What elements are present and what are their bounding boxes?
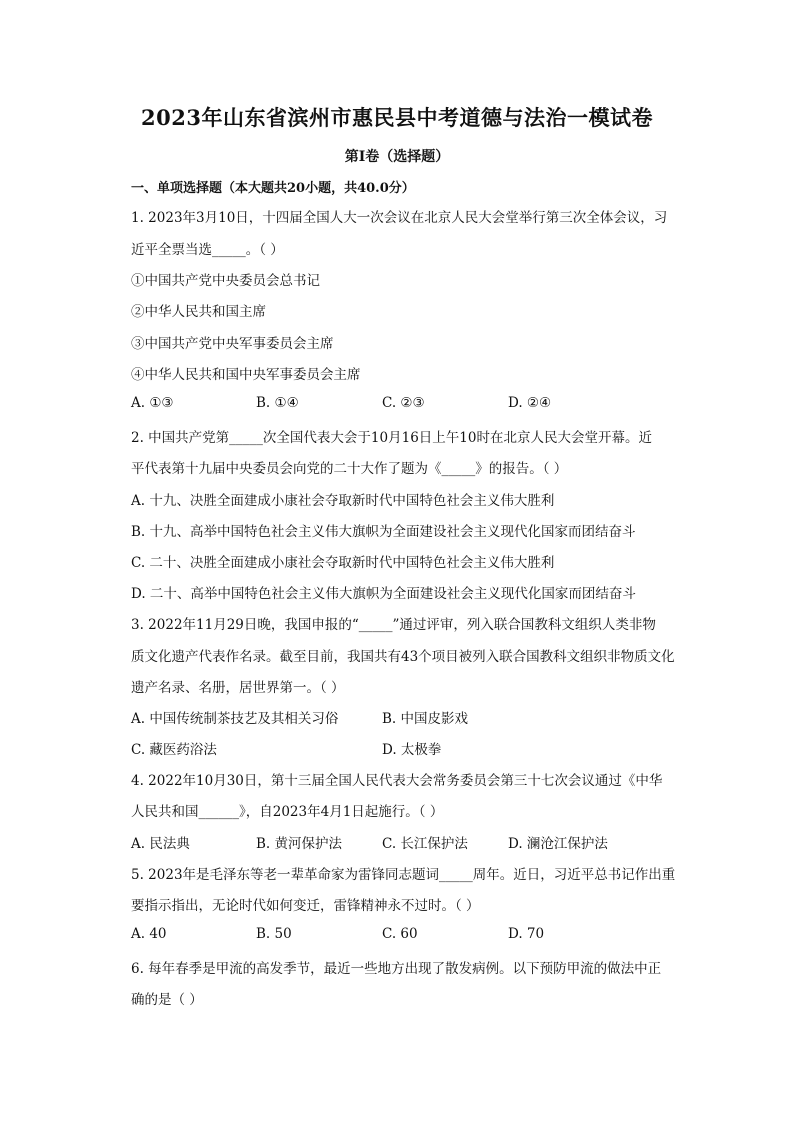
q1-item: ③中国共产党中央军事委员会主席 [131,336,334,352]
exam-title: 2023年山东省滨州市惠民县中考道德与法治一模试卷 [141,105,653,130]
q3-option-b: B. 中国皮影戏 [382,711,469,727]
q4-stem-line1: 4. 2022年10月30日，第十三届全国人民代表大会常务委员会第三十七次会议通过《中华 [131,773,663,789]
q1-option-a: A. ①③ [131,395,174,411]
q4-stem-line2: 人民共和国______》，自2023年4月1日起施行。（ ） [131,804,444,820]
q2-option-a: A. 十九、决胜全面建成小康社会夺取新时代中国特色社会主义伟大胜利 [131,493,555,509]
q5-option-a: A. 40 [131,926,167,942]
q5-option-b: B. 50 [256,926,292,942]
q5-option-d: D. 70 [508,926,545,942]
q4-option-a: A. 民法典 [131,836,190,852]
q2-stem-line2: 平代表第十九届中央委员会向党的二十大作了题为《_____》的报告。（ ） [131,461,568,477]
q2-option-c: C. 二十、决胜全面建成小康社会夺取新时代中国特色社会主义伟大胜利 [131,555,555,571]
q2-stem-line1: 2. 中国共产党第_____次全国代表大会于10月16日上午10时在北京人民大会堂开幕。近 [131,430,652,446]
q5-stem-line2: 要指示指出，无论时代如何变迁，雷锋精神永不过时。（ ） [131,898,480,914]
q3-option-a: A. 中国传统制茶技艺及其相关习俗 [131,711,339,727]
section-heading: 一、单项选择题（本大题共20小题，共40.0分） [131,181,415,196]
q1-stem-line2: 近平全票当选_____。（ ） [131,242,284,258]
q1-item: ①中国共产党中央委员会总书记 [131,273,320,289]
q1-item: ②中华人民共和国主席 [131,304,266,320]
q3-option-c: C. 藏医药浴法 [131,742,217,758]
q5-stem-line1: 5. 2023年是毛泽东等老一辈革命家为雷锋同志题词_____周年。近日，习近平总书记作出重 [131,867,676,883]
q1-item: ④中华人民共和国中央军事委员会主席 [131,367,361,383]
q6-stem-line1: 6. 每年春季是甲流的高发季节，最近一些地方出现了散发病例。以下预防甲流的做法中正 [131,961,662,977]
q3-option-d: D. 太极拳 [382,742,442,758]
q1-option-d: D. ②④ [508,395,552,411]
q3-stem-line2: 质文化遗产代表作名录。截至目前，我国共有43个项目被列入联合国教科文组织非物质文化 [131,649,675,665]
q5-option-c: C. 60 [382,926,418,942]
q1-option-c: C. ②③ [382,395,425,411]
q2-option-b: B. 十九、高举中国特色社会主义伟大旗帜为全面建设社会主义现代化国家而团结奋斗 [131,524,636,540]
q4-option-c: C. 长江保护法 [382,836,468,852]
exam-subtitle: 第Ⅰ卷（选择题） [344,149,450,165]
q3-stem-line3: 遗产名录、名册，居世界第一。（ ） [131,680,345,696]
q2-option-d: D. 二十、高举中国特色社会主义伟大旗帜为全面建设社会主义现代化国家而团结奋斗 [131,586,636,602]
q6-stem-line2: 确的是（ ） [131,992,203,1008]
q1-stem-line1: 1. 2023年3月10日，十四届全国人大一次会议在北京人民大会堂举行第三次全体会议，习 [131,210,668,226]
q1-option-b: B. ①④ [256,395,299,411]
q4-option-d: D. 澜沧江保护法 [508,836,608,852]
q4-option-b: B. 黄河保护法 [256,836,343,852]
q3-stem-line1: 3. 2022年11月29日晚，我国申报的“_____”通过评审，列入联合国教科文组织人类非物 [131,617,656,633]
